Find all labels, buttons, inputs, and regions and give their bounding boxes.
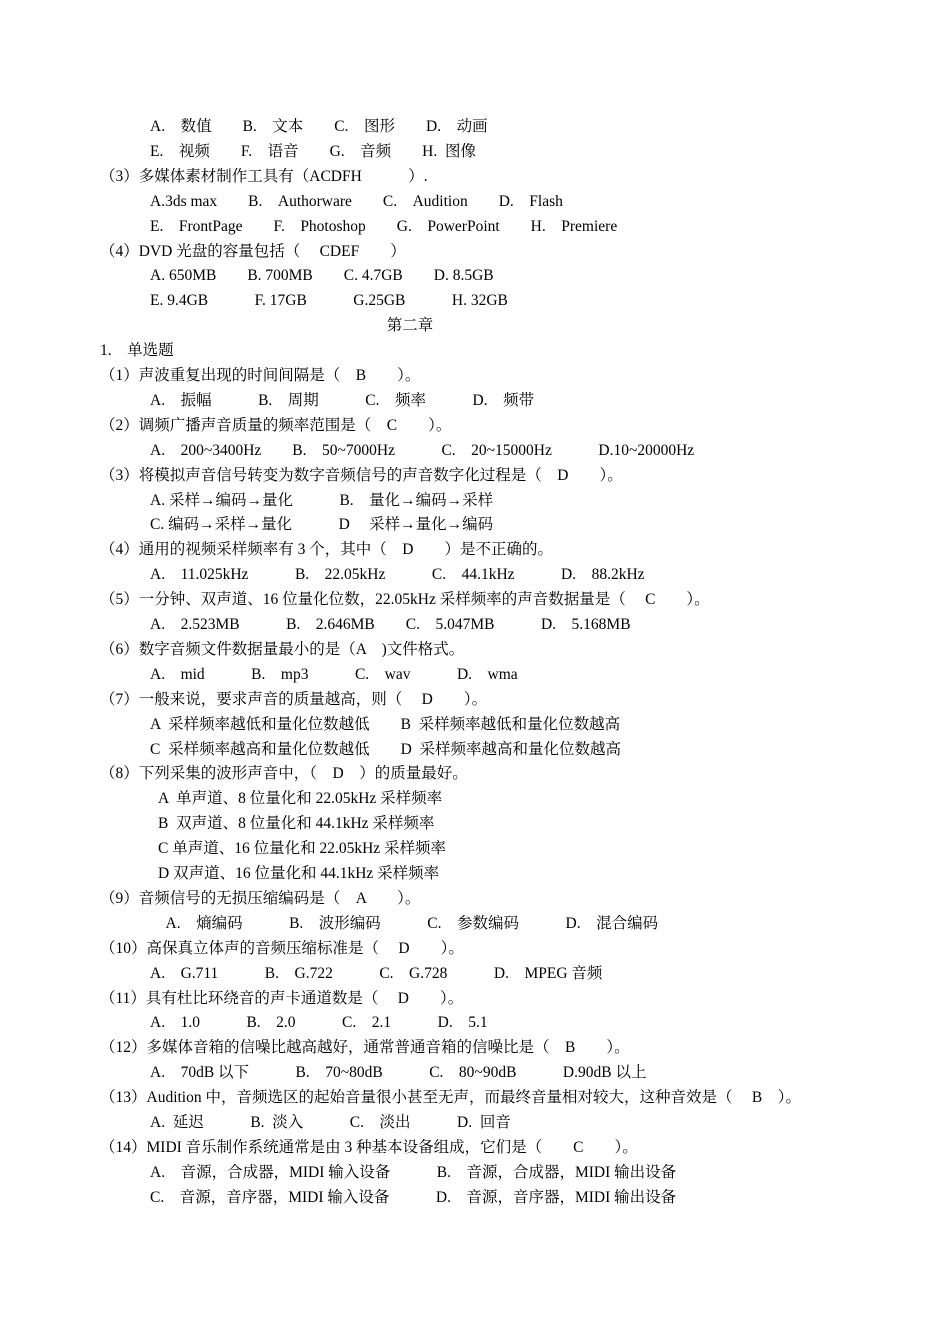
text-line: E. FrontPage F. Photoshop G. PowerPoint H. Premiere: [150, 217, 618, 235]
text-line: （12）多媒体音箱的信噪比越高越好，通常普通音箱的信噪比是（ B ）。: [100, 1039, 630, 1057]
text-line: B 双声道、8 位量化和 44.1kHz 采样频率: [158, 815, 435, 833]
text-line: A 采样频率越低和量化位数越低 B 采样频率越低和量化位数越高: [150, 715, 621, 733]
text-line: C. 编码→采样→量化 D 采样→量化→编码: [150, 516, 494, 534]
text-line: C 单声道、16 位量化和 22.05kHz 采样频率: [158, 840, 447, 858]
text-line: A. 650MB B. 700MB C. 4.7GB D. 8.5GB: [150, 267, 494, 285]
text-line: A. 2.523MB B. 2.646MB C. 5.047MB D. 5.168MB: [150, 616, 631, 633]
text-line: A. 采样→编码→量化 B. 量化→编码→采样: [150, 491, 494, 509]
text-line: （4）DVD 光盘的容量包括（ CDEF ）: [100, 242, 406, 260]
text-line: E. 视频 F. 语音 G. 音频 H. 图像: [150, 142, 476, 160]
text-line: （10）高保真立体声的音频压缩标准是（ D ）。: [100, 939, 464, 957]
text-line: （3）将模拟声音信号转变为数字音频信号的声音数字化过程是（ D ）。: [100, 466, 623, 484]
text-line: A. 1.0 B. 2.0 C. 2.1 D. 5.1: [150, 1014, 488, 1032]
text-line: D 双声道、16 位量化和 44.1kHz 采样频率: [158, 865, 440, 882]
text-line: （9）音频信号的无损压缩编码是（ A ）。: [100, 889, 421, 907]
text-line: A. 音源，合成器，MIDI 输入设备 B. 音源，合成器，MIDI 输出设备: [150, 1163, 677, 1181]
text-line: A. 11.025kHz B. 22.05kHz C. 44.1kHz D. 88.2kHz: [150, 566, 645, 584]
text-line: （14）MIDI 音乐制作系统通常是由 3 种基本设备组成，它们是（ C ）。: [100, 1138, 638, 1156]
text-line: （1）声波重复出现的时间间隔是（ B ）。: [100, 367, 421, 384]
text-line: A. G.711 B. G.722 C. G.728 D. MPEG 音频: [150, 964, 603, 982]
text-line: （11）具有杜比环绕音的声卡通道数是（ D ）。: [100, 989, 464, 1007]
text-line: （8）下列采集的波形声音中，（ D ）的质量最好。: [100, 765, 468, 783]
text-line: （5）一分钟、双声道、16 位量化位数，22.05kHz 采样频率的声音数据量是（ C ）。: [100, 591, 710, 609]
text-line: （2）调频广播声音质量的频率范围是（ C ）。: [100, 416, 452, 434]
text-line: （6）数字音频文件数据量最小的是（A )文件格式。: [100, 640, 465, 658]
text-line: A.3ds max B. Authorware C. Audition D. Flash: [150, 192, 563, 210]
text-line: 1. 单选题: [100, 342, 174, 360]
text-line: A. 振幅 B. 周期 C. 频率 D. 频带: [150, 391, 535, 409]
text-line: A. 70dB 以下 B. 70~80dB C. 80~90dB D.90dB 以上: [150, 1064, 647, 1082]
text-line: A. 数值 B. 文本 C. 图形 D. 动画: [150, 118, 488, 135]
text-line: A. mid B. mp3 C. wav D. wma: [150, 665, 518, 683]
text-line: C. 音源，音序器，MIDI 输入设备 D. 音源，音序器，MIDI 输出设备: [150, 1188, 677, 1206]
text-line: A. 200~3400Hz B. 50~7000Hz C. 20~15000Hz D.10~20000Hz: [150, 441, 695, 459]
text-line: A. 延迟 B. 淡入 C. 淡出 D. 回音: [150, 1114, 511, 1131]
text-line: （7）一般来说，要求声音的质量越高，则（ D ）。: [100, 690, 488, 708]
text-line: C 采样频率越高和量化位数越低 D 采样频率越高和量化位数越高: [150, 740, 622, 758]
text-line: A 单声道、8 位量化和 22.05kHz 采样频率: [158, 790, 443, 808]
text-line: （13）Audition 中，音频选区的起始音量很小甚至无声，而最终音量相对较大，这种音效是（ B ）。: [100, 1089, 801, 1107]
text-line: A. 熵编码 B. 波形编码 C. 参数编码 D. 混合编码: [150, 914, 659, 932]
chapter-heading: 第二章: [386, 317, 434, 335]
text-line: E. 9.4GB F. 17GB G.25GB H. 32GB: [150, 292, 508, 310]
text-line: （3）多媒体素材制作工具有（ACDFH ）.: [100, 167, 428, 185]
text-line: （4）通用的视频采样频率有 3 个，其中（ D ）是不正确的。: [100, 541, 553, 559]
